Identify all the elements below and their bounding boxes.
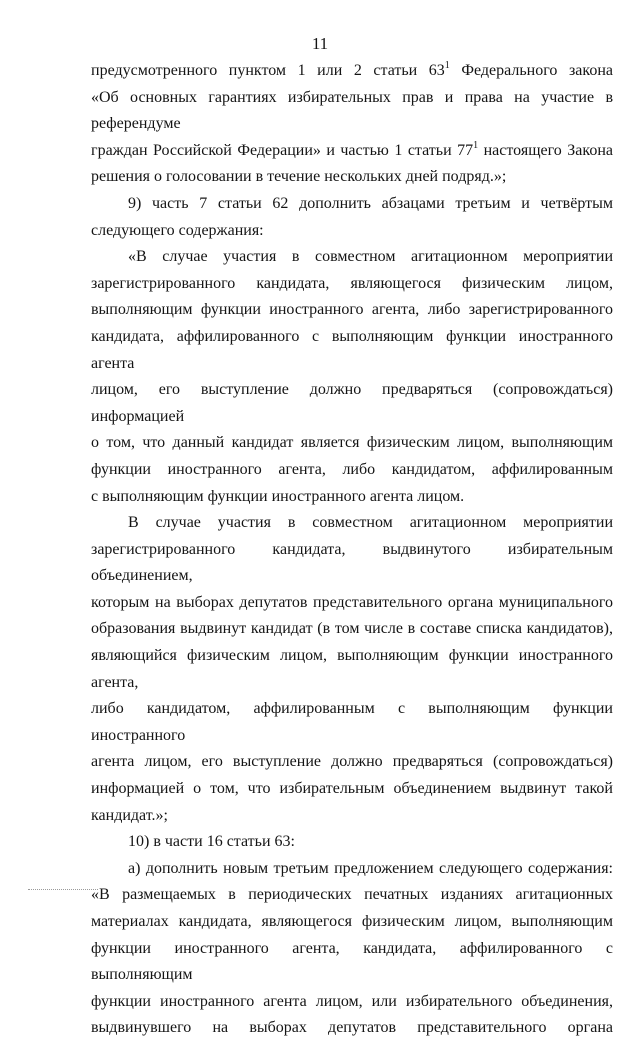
text-line xyxy=(91,271,613,298)
text-line-segment: 9) часть 7 статьи 62 дополнить абзацами третьим и четвёртым xyxy=(128,194,613,212)
text-line-segment: которым на выборах депутатов представительного органа муниципального xyxy=(91,593,613,611)
text-line-segment: агента лицом, его выступление должно предваряться (сопровождаться) xyxy=(91,753,613,771)
superscript-index: 1 xyxy=(444,60,450,71)
text-line xyxy=(91,244,613,271)
text-line-segment: «В случае участия в совместном агитационном мероприятии xyxy=(128,248,613,266)
text-line xyxy=(91,776,613,803)
text-line-segment: 10) в части 16 статьи 63: xyxy=(128,833,295,851)
text-line-segment: предусмотренного пунктом 1 или 2 статьи 63 xyxy=(91,62,445,79)
text-line xyxy=(91,936,613,989)
text-line xyxy=(91,324,613,377)
text-line xyxy=(91,297,613,324)
text-line-segment: зарегистрированного кандидата, выдвинутого избирательным объединением, xyxy=(91,540,613,585)
text-line xyxy=(91,1015,613,1042)
text-line-segment: о том, что данный кандидат является физическим лицом, выполняющим xyxy=(91,434,613,452)
text-line-segment: функции иностранного агента лицом, или избирательного объединения, xyxy=(91,992,613,1010)
document-body xyxy=(91,58,613,1042)
text-line xyxy=(91,138,613,165)
text-line xyxy=(91,430,613,457)
text-line-segment: выдвинувшего на выборах депутатов представительного органа xyxy=(91,1019,613,1037)
text-line-segment: В случае участия в совместном агитационном мероприятии xyxy=(128,514,613,532)
text-line-segment: образования выдвинут кандидат (в том числе в составе списка кандидатов), xyxy=(91,620,613,638)
text-line xyxy=(91,191,613,218)
text-line xyxy=(91,643,613,696)
text-line-segment: граждан Российской Федерации» и частью 1 статьи 77 xyxy=(91,141,474,159)
text-line xyxy=(91,829,613,856)
text-line xyxy=(91,58,613,85)
scan-artifact xyxy=(28,889,98,890)
text-line-segment: либо кандидатом, аффилированным с выполняющим функции иностранного xyxy=(91,700,613,744)
text-line-segment: кандидат.»; xyxy=(91,806,168,824)
text-line xyxy=(91,537,613,590)
text-line xyxy=(91,749,613,776)
text-line-segment: решения о голосовании в течение нескольких дней подряд.»; xyxy=(91,168,507,186)
text-line-segment: а) дополнить новым третьим предложением следующего содержания: xyxy=(128,859,613,877)
text-line-segment: зарегистрированного кандидата, являющегося физическим лицом, xyxy=(91,274,613,292)
text-line-segment: выполняющим функции иностранного агента, либо зарегистрированного xyxy=(91,301,613,319)
page-number: 11 xyxy=(311,34,329,53)
text-line-segment: материалах кандидата, являющегося физическим лицом, выполняющим xyxy=(91,913,613,930)
text-line xyxy=(91,909,613,936)
text-line-segment: «Об основных гарантиях избирательных прав и права на участие в референдуме xyxy=(91,88,613,133)
text-line-segment: Федерального закона xyxy=(449,62,613,79)
text-line xyxy=(91,377,613,430)
text-line-segment: лицом, его выступление должно предваряться (сопровождаться) информацией xyxy=(91,381,613,425)
text-line-segment: функции иностранного агента, кандидата, аффилированного с выполняющим xyxy=(91,939,613,984)
text-line-segment: информацией о том, что избирательным объединением выдвинут такой xyxy=(91,780,613,798)
text-line-segment: настоящего Закона xyxy=(478,141,613,159)
text-line xyxy=(91,85,613,138)
text-line-segment: являющийся физическим лицом, выполняющим функции иностранного агента, xyxy=(91,647,613,691)
text-line xyxy=(91,856,613,883)
text-line xyxy=(91,616,613,643)
text-line-segment: с выполняющим функции иностранного агента лицом. xyxy=(91,487,465,505)
superscript-index: 1 xyxy=(473,139,479,151)
text-line-segment: функции иностранного агента, либо кандидатом, аффилированным xyxy=(91,460,613,478)
text-line xyxy=(91,164,613,191)
text-line-segment: следующего содержания: xyxy=(91,221,264,239)
text-line xyxy=(91,218,613,245)
text-line xyxy=(91,484,613,511)
text-line xyxy=(91,803,613,830)
text-line xyxy=(91,590,613,617)
text-line xyxy=(91,510,613,537)
text-line xyxy=(91,989,613,1016)
text-line xyxy=(91,882,613,909)
text-line-segment: кандидата, аффилированного с выполняющим функции иностранного агента xyxy=(91,327,613,372)
text-line xyxy=(91,696,613,749)
text-line xyxy=(91,457,613,484)
text-line-segment: «В размещаемых в периодических печатных изданиях агитационных xyxy=(91,886,613,904)
